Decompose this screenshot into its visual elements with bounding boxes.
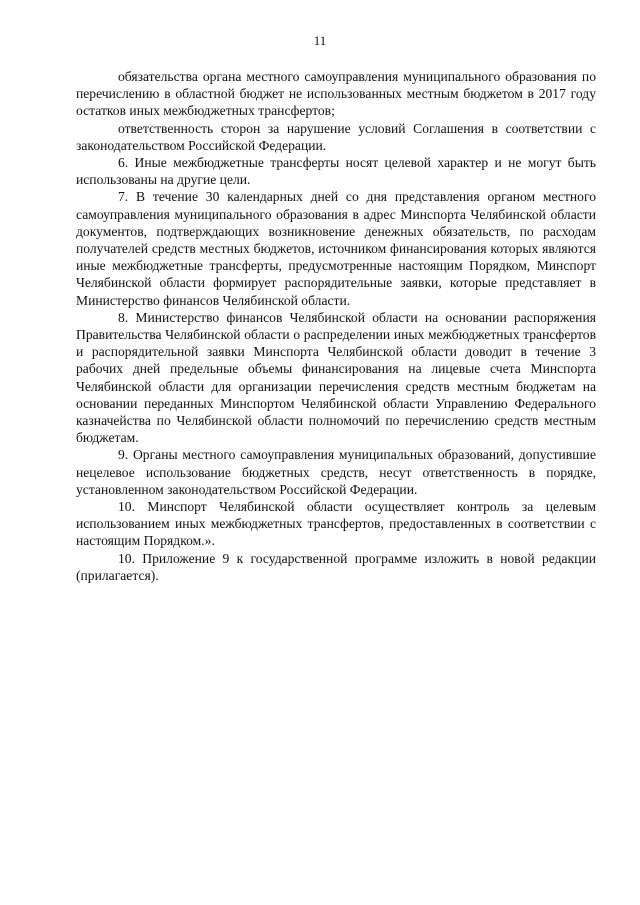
paragraph-item-10-control: 10. Минспорт Челябинской области осуществляет контроль за целевым использованием иных межбюджетных трансфертов, предоставленных в соответствии с настоящим Порядком.». — [76, 499, 596, 549]
paragraph-item-6: 6. Иные межбюджетные трансферты носят целевой характер и не могут быть использованы на другие цели. — [76, 155, 596, 188]
paragraph-obligations-return: обязательства органа местного самоуправления муниципального образования по перечислению в областной бюджет не использованных местным бюджетом в 2017 году остатков иных межбюджетных трансфертов; — [76, 69, 596, 119]
paragraph-item-7: 7. В течение 30 календарных дней со дня представления органом местного самоуправления муниципального образования в адрес Минспорта Челябинской области документов, подтверждающих возникновение денежных обязательств, по расходам получателей средств местных бюджетов, источником финансирования которых являются иные межбюджетные трансферты, предусмотренные настоящим Порядком, Минспорт Челябинской области формирует распорядительные заявки, которые представляет в Министерство финансов Челябинской области. — [76, 189, 596, 308]
paragraph-responsibility: ответственность сторон за нарушение условий Соглашения в соответствии с законодательством Российской Федерации. — [76, 120, 596, 153]
page-number: 11 — [313, 33, 327, 48]
paragraph-item-8: 8. Министерство финансов Челябинской области на основании распоряжения Правительства Челябинской области о распределении иных межбюджетных трансфертов и распорядительной заявки Минспорта Челябинской области доводит в течение 3 рабочих дней предельные объемы финансирования на лицевые счета Минспорта Челябинской области для организации перечисления средств местным бюджетам на основании переданных Минспортом Челябинской области Управлению Федерального казначейства по Челябинской области полномочий по перечислению средств местным бюджетам. — [76, 309, 596, 446]
paragraph-item-10-appendix: 10. Приложение 9 к государственной программе изложить в новой редакции (прилагается). — [76, 550, 596, 583]
document-body — [76, 68, 596, 584]
paragraph-item-9: 9. Органы местного самоуправления муниципальных образований, допустившие нецелевое использование бюджетных средств, несут ответственность в порядке, установленном законодательством Российской Федерации. — [76, 447, 596, 497]
